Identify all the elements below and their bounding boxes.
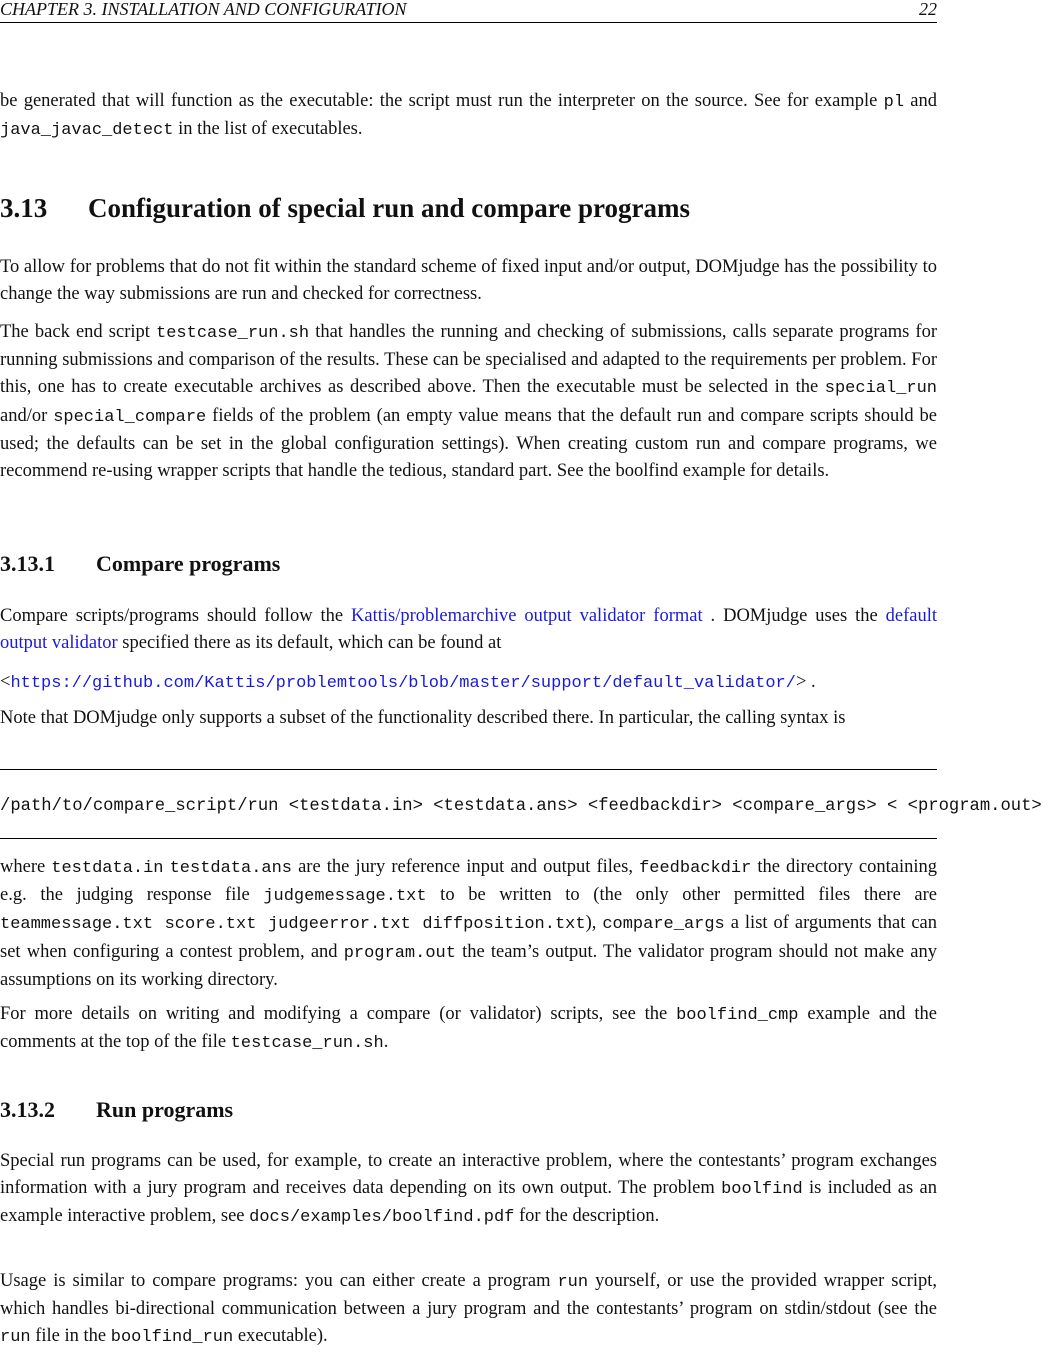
subsection-title: Compare programs bbox=[96, 551, 281, 576]
intro-paragraph bbox=[0, 88, 937, 144]
text: ), bbox=[585, 913, 603, 934]
divider bbox=[0, 838, 937, 839]
text: in the list of executables. bbox=[173, 119, 363, 140]
code: special_run bbox=[824, 379, 937, 399]
subsection-number: 3.13.2 bbox=[0, 1097, 55, 1122]
text: is included as an example interactive problem, see bbox=[0, 1178, 937, 1227]
text: a list of arguments that can set when configuring a contest problem, and bbox=[0, 913, 937, 962]
text: where bbox=[0, 857, 52, 877]
text: For more details on writing and modifying a compare (or validator) scripts, see the bbox=[0, 1004, 677, 1024]
text: and/or bbox=[0, 405, 54, 426]
code: java_javac_detect bbox=[0, 121, 174, 141]
text: > . bbox=[795, 672, 816, 692]
text: < bbox=[0, 672, 11, 692]
text: Compare scripts/programs should follow the bbox=[0, 606, 352, 626]
code: run bbox=[557, 1273, 589, 1292]
code: pl bbox=[883, 93, 905, 112]
text: the team’s output. The validator program should not make any assumptions on its working directory. bbox=[0, 941, 937, 990]
section-paragraph-1: To allow for problems that do not fit within the standard scheme of fixed input and/or output, DOMjudge has the possibility to change the way submissions are run and checked for correctness. bbox=[0, 257, 937, 305]
subsection-title: Run programs bbox=[96, 1097, 234, 1122]
subsection-number: 3.13.1 bbox=[0, 551, 55, 576]
compare-paragraph-4 bbox=[0, 1001, 937, 1057]
code: judgemessage.txt bbox=[263, 887, 427, 907]
text: specified there as its default, which can be found at bbox=[117, 633, 502, 654]
code: testdata.in bbox=[51, 859, 164, 878]
default-output-validator-link[interactable]: default output validator bbox=[0, 606, 937, 654]
run-paragraph-1 bbox=[0, 1148, 937, 1232]
subsection-heading-compare bbox=[0, 550, 937, 578]
kattis-validator-format-link[interactable]: Kattis/problemarchive output validator format bbox=[351, 606, 703, 626]
code: compare_args bbox=[602, 915, 725, 935]
page-number: 22 bbox=[919, 0, 937, 19]
text: fields of the problem (an empty value means that the default run and compare scripts should be used; the defaults can be set in the global configuration settings). When creating custom run and compare programs, we recommend re-using wrapper scripts that handle the tedious, standard part. See the boolfind example for details. bbox=[0, 405, 937, 482]
text: . DOMjudge uses the bbox=[702, 606, 886, 626]
compare-paragraph-3 bbox=[0, 854, 937, 994]
text: example and the comments at the top of the file bbox=[0, 1004, 937, 1053]
code: feedbackdir bbox=[639, 859, 752, 878]
text: file in the bbox=[30, 1326, 111, 1347]
command-syntax: /path/to/compare_script/run <testdata.in> <testdata.ans> <feedbackdir> <compare_args> < <program.out> bbox=[0, 797, 1042, 816]
text: Usage is similar to compare programs: you can either create a program bbox=[0, 1271, 558, 1291]
text: be generated that will function as the executable: the script must run the interpreter on the source. See for example bbox=[0, 91, 884, 111]
code: testdata.ans bbox=[169, 859, 293, 878]
code: boolfind_cmp bbox=[676, 1006, 799, 1025]
code: program.out bbox=[343, 943, 456, 963]
chapter-title: CHAPTER 3. INSTALLATION AND CONFIGURATION bbox=[0, 0, 407, 19]
running-header bbox=[0, 0, 937, 23]
section-number: 3.13 bbox=[0, 193, 48, 223]
url-line bbox=[0, 669, 937, 697]
section-paragraph-2 bbox=[0, 319, 937, 485]
divider bbox=[0, 769, 937, 770]
code: testcase_run.sh bbox=[230, 1034, 384, 1054]
text: the directory containing e.g. the judging response file bbox=[0, 857, 938, 906]
run-paragraph-2 bbox=[0, 1268, 937, 1352]
subsection-heading-run bbox=[0, 1096, 937, 1124]
text: and bbox=[904, 91, 937, 111]
text: The back end script bbox=[0, 322, 157, 342]
section-heading bbox=[0, 192, 937, 224]
compare-paragraph-1 bbox=[0, 603, 937, 657]
text: . bbox=[383, 1032, 389, 1053]
text: that handles the running and checking of submissions, calls separate programs for running submissions and comparison of the results. These can be specialised and adapted to the requirements per problem. For this, one has to create executable archives as described above. Then the executable must be selected in the bbox=[0, 322, 937, 398]
code: boolfind_run bbox=[110, 1328, 234, 1348]
compare-paragraph-2: Note that DOMjudge only supports a subset of the functionality described there. In particular, the calling syntax is bbox=[0, 708, 846, 728]
section-title: Configuration of special run and compare programs bbox=[88, 193, 691, 223]
code: teammessage.txt score.txt judgeerror.txt diffposition.txt bbox=[0, 915, 586, 935]
default-validator-url-link[interactable]: https://github.com/Kattis/problemtools/blob/master/support/default_validator/ bbox=[10, 674, 796, 693]
code: special_compare bbox=[53, 407, 207, 427]
text: yourself, or use the provided wrapper script, which handles bi-directional communication between a jury program and the contestants’ program on stdin/stdout (see the bbox=[0, 1271, 938, 1320]
code: docs/examples/boolfind.pdf bbox=[249, 1208, 515, 1228]
text: are the jury reference input and output files, bbox=[292, 857, 640, 877]
code: testcase_run.sh bbox=[156, 324, 310, 343]
text: to be written to (the only other permitted files there are bbox=[426, 885, 937, 906]
code: boolfind bbox=[721, 1180, 803, 1200]
text: Special run programs can be used, for example, to create an interactive problem, where the contestants’ program exchanges information with a jury program and receives data depending on its own output. The problem bbox=[0, 1151, 937, 1199]
text: for the description. bbox=[514, 1206, 660, 1227]
text: executable). bbox=[233, 1326, 328, 1347]
code: run bbox=[0, 1328, 31, 1348]
